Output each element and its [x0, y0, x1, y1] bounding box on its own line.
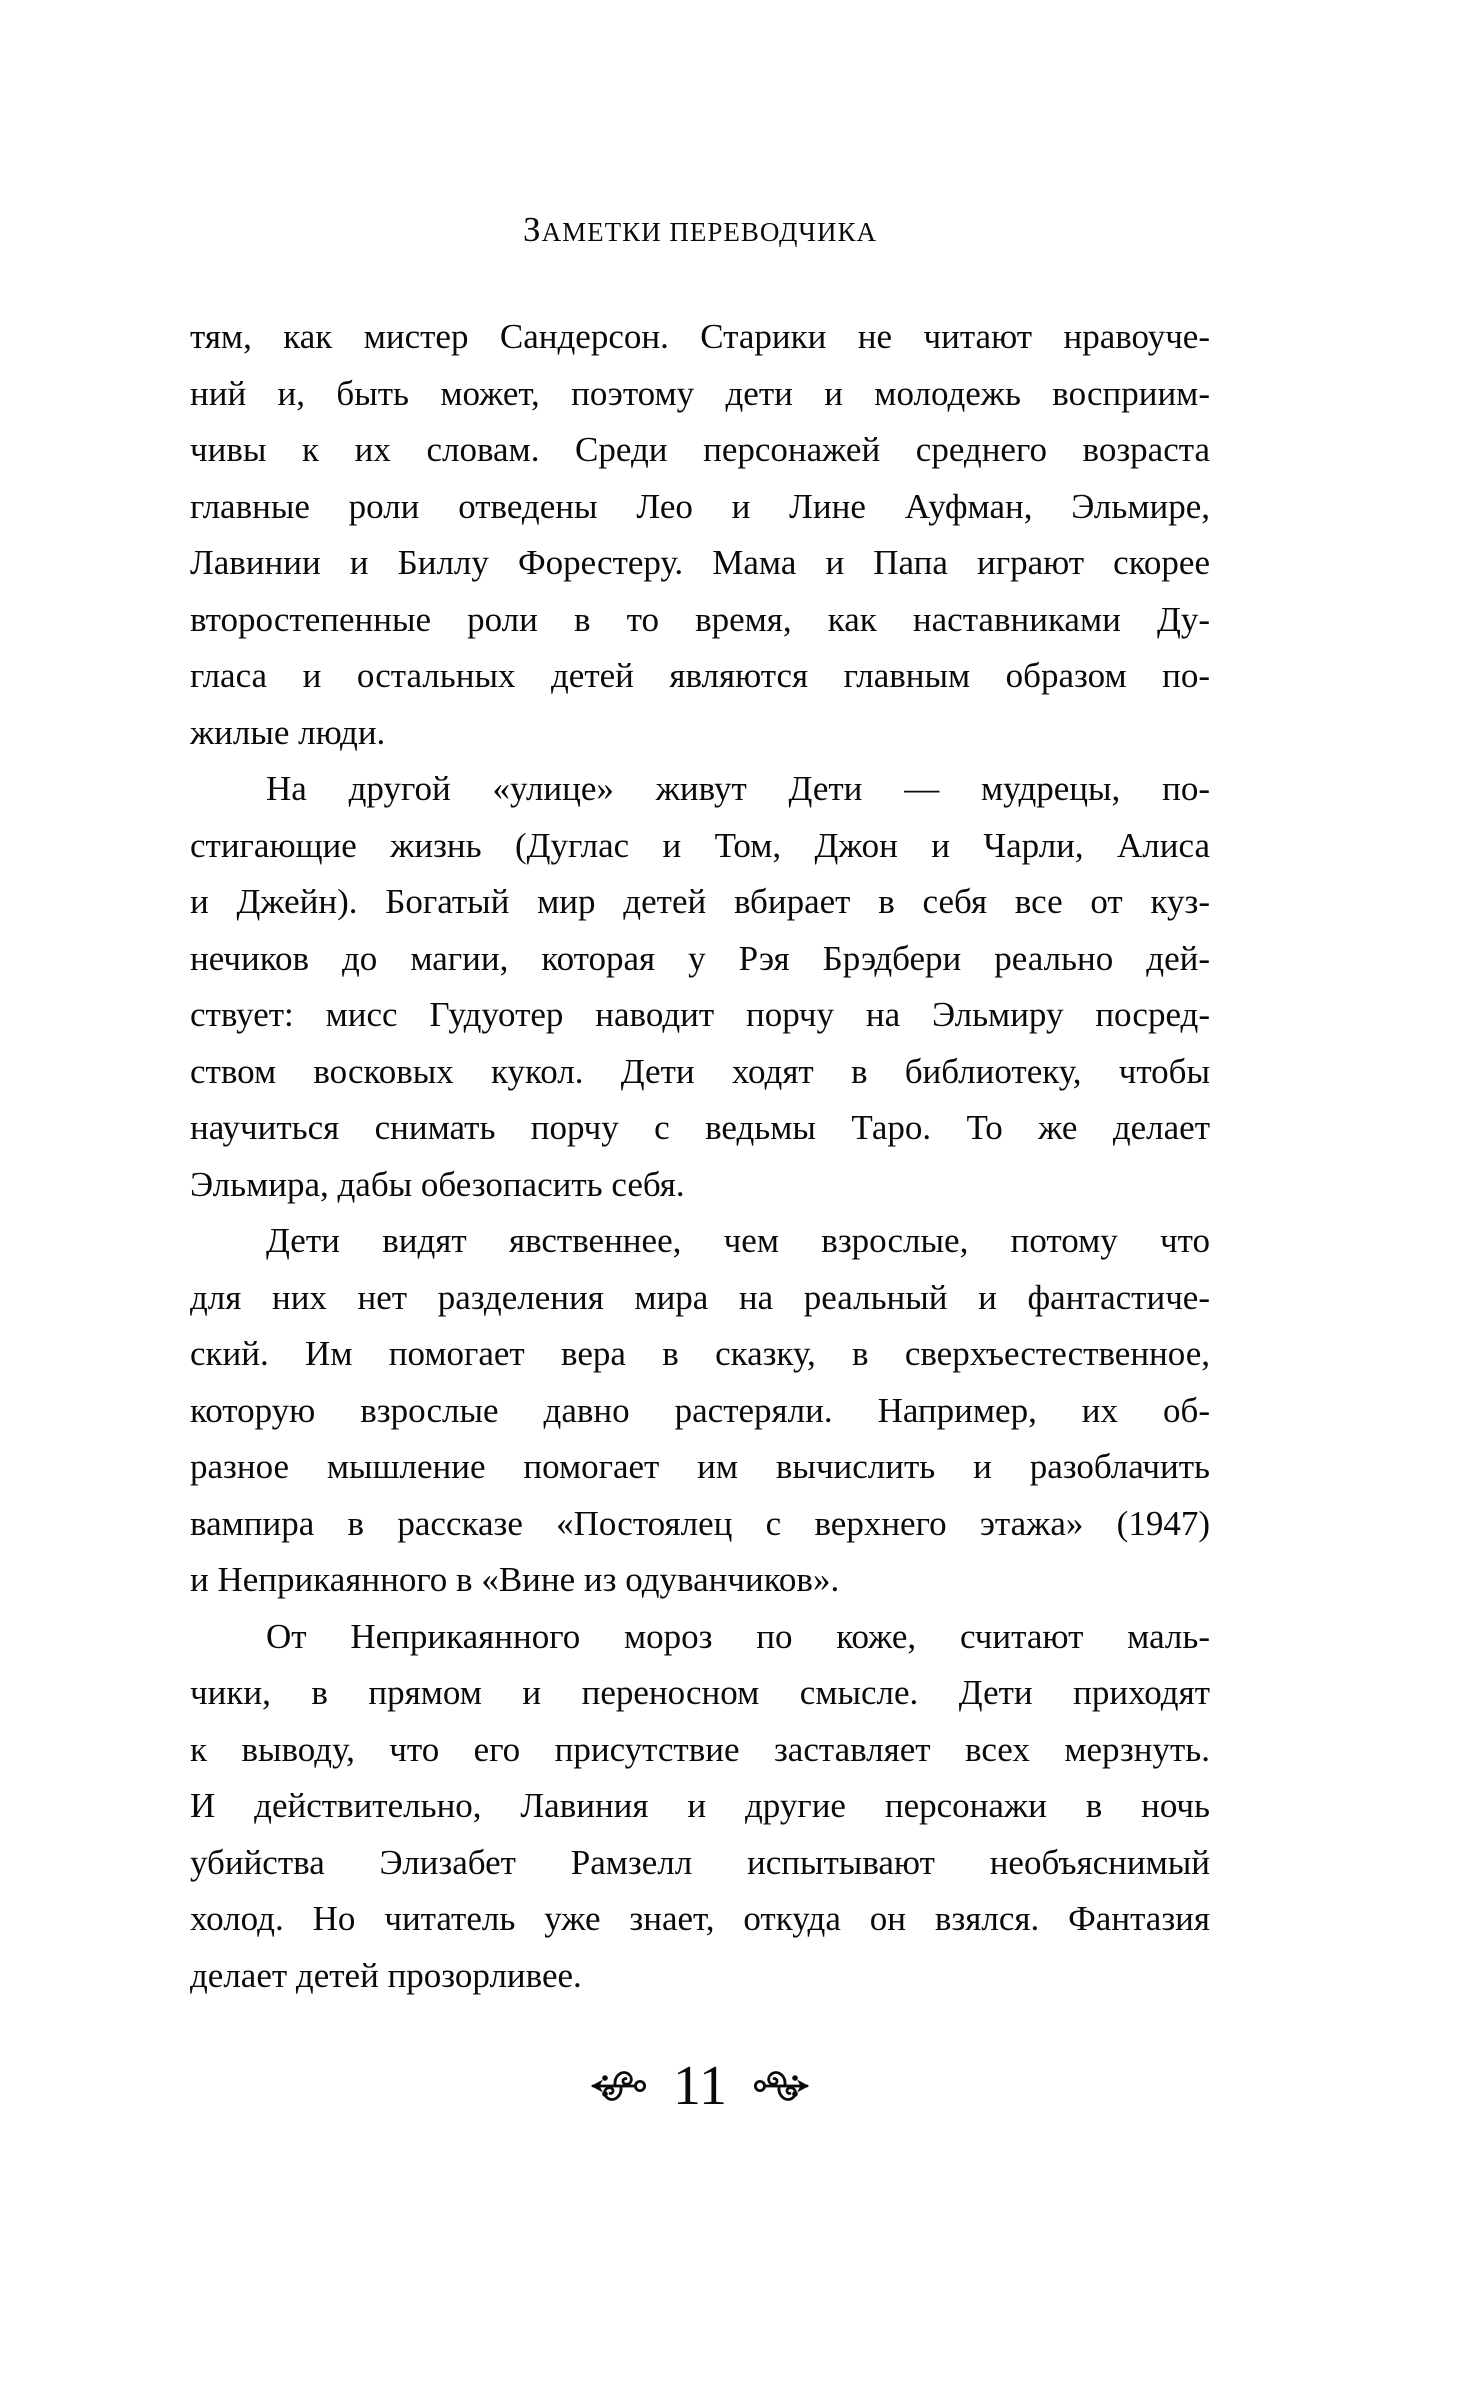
- text-line: ний и, быть может, поэтому дети и молодежь восприим-: [190, 373, 1210, 413]
- text-line: Эльмира, дабы обезопасить себя.: [190, 1164, 685, 1204]
- text-line: стигающие жизнь (Дуглас и Том, Джон и Чарли, Алиса: [190, 825, 1210, 865]
- page-footer: [190, 2054, 1210, 2118]
- text-line: вампира в рассказе «Постоялец с верхнего этажа» (1947): [190, 1503, 1210, 1543]
- body-text: [190, 309, 1210, 2004]
- text-line: чики, в прямом и переносном смысле. Дети приходят: [190, 1673, 1210, 1712]
- text-line: научиться снимать порчу с ведьмы Таро. То же делает: [190, 1108, 1210, 1147]
- text-line: тям, как мистер Сандерсон. Старики не читают нравоуче-: [190, 317, 1210, 356]
- text-line: ский. Им помогает вера в сказку, в сверхъестественное,: [190, 1334, 1210, 1373]
- text-line: к выводу, что его присутствие заставляет всех мерзнуть.: [190, 1729, 1210, 1769]
- running-header: ЗАМЕТКИ ПЕРЕВОДЧИКА: [523, 210, 877, 249]
- right-floral-ornament-icon: [753, 2066, 811, 2106]
- text-line: И действительно, Лавиния и другие персонажи в ночь: [190, 1786, 1210, 1825]
- text-line: Дети видят явственнее, чем взрослые, потому что: [266, 1221, 1210, 1260]
- text-line: и Джейн). Богатый мир детей вбирает в себя все от куз-: [190, 882, 1210, 921]
- text-line: чивы к их словам. Среди персонажей среднего возраста: [190, 430, 1210, 469]
- text-line: холод. Но читатель уже знает, откуда он взялся. Фантазия: [190, 1899, 1210, 1938]
- left-floral-ornament-icon: [589, 2066, 647, 2106]
- text-line: главные роли отведены Лео и Лине Ауфман, Эльмире,: [190, 486, 1210, 526]
- text-line: ством восковых кукол. Дети ходят в библиотеку, чтобы: [190, 1051, 1210, 1091]
- text-line: убийства Элизабет Рамзелл испытывают необъяснимый: [190, 1842, 1210, 1882]
- text-line: второстепенные роли в то время, как наставниками Ду-: [190, 599, 1210, 639]
- text-line: ствует: мисс Гудуотер наводит порчу на Эльмиру посред-: [190, 995, 1210, 1034]
- text-line: нечиков до магии, которая у Рэя Брэдбери реально дей-: [190, 938, 1210, 978]
- page-number: 11: [673, 2055, 727, 2117]
- text-line: и Неприкаянного в «Вине из одуванчиков».: [190, 1560, 840, 1599]
- text-line: гласа и остальных детей являются главным образом по-: [190, 656, 1210, 695]
- text-line: разное мышление помогает им вычислить и разоблачить: [190, 1447, 1210, 1486]
- text-line: жилые люди.: [190, 712, 386, 752]
- text-line: которую взрослые давно растеряли. Например, их об-: [190, 1390, 1210, 1430]
- text-line: для них нет разделения мира на реальный и фантастиче-: [190, 1277, 1210, 1317]
- text-line: делает детей прозорливее.: [190, 1955, 582, 1995]
- text-line: На другой «улице» живут Дети — мудрецы, по-: [266, 769, 1210, 808]
- text-line: От Неприкаянного мороз по коже, считают маль-: [266, 1616, 1210, 1656]
- text-line: Лавинии и Биллу Форестеру. Мама и Папа играют скорее: [190, 543, 1210, 582]
